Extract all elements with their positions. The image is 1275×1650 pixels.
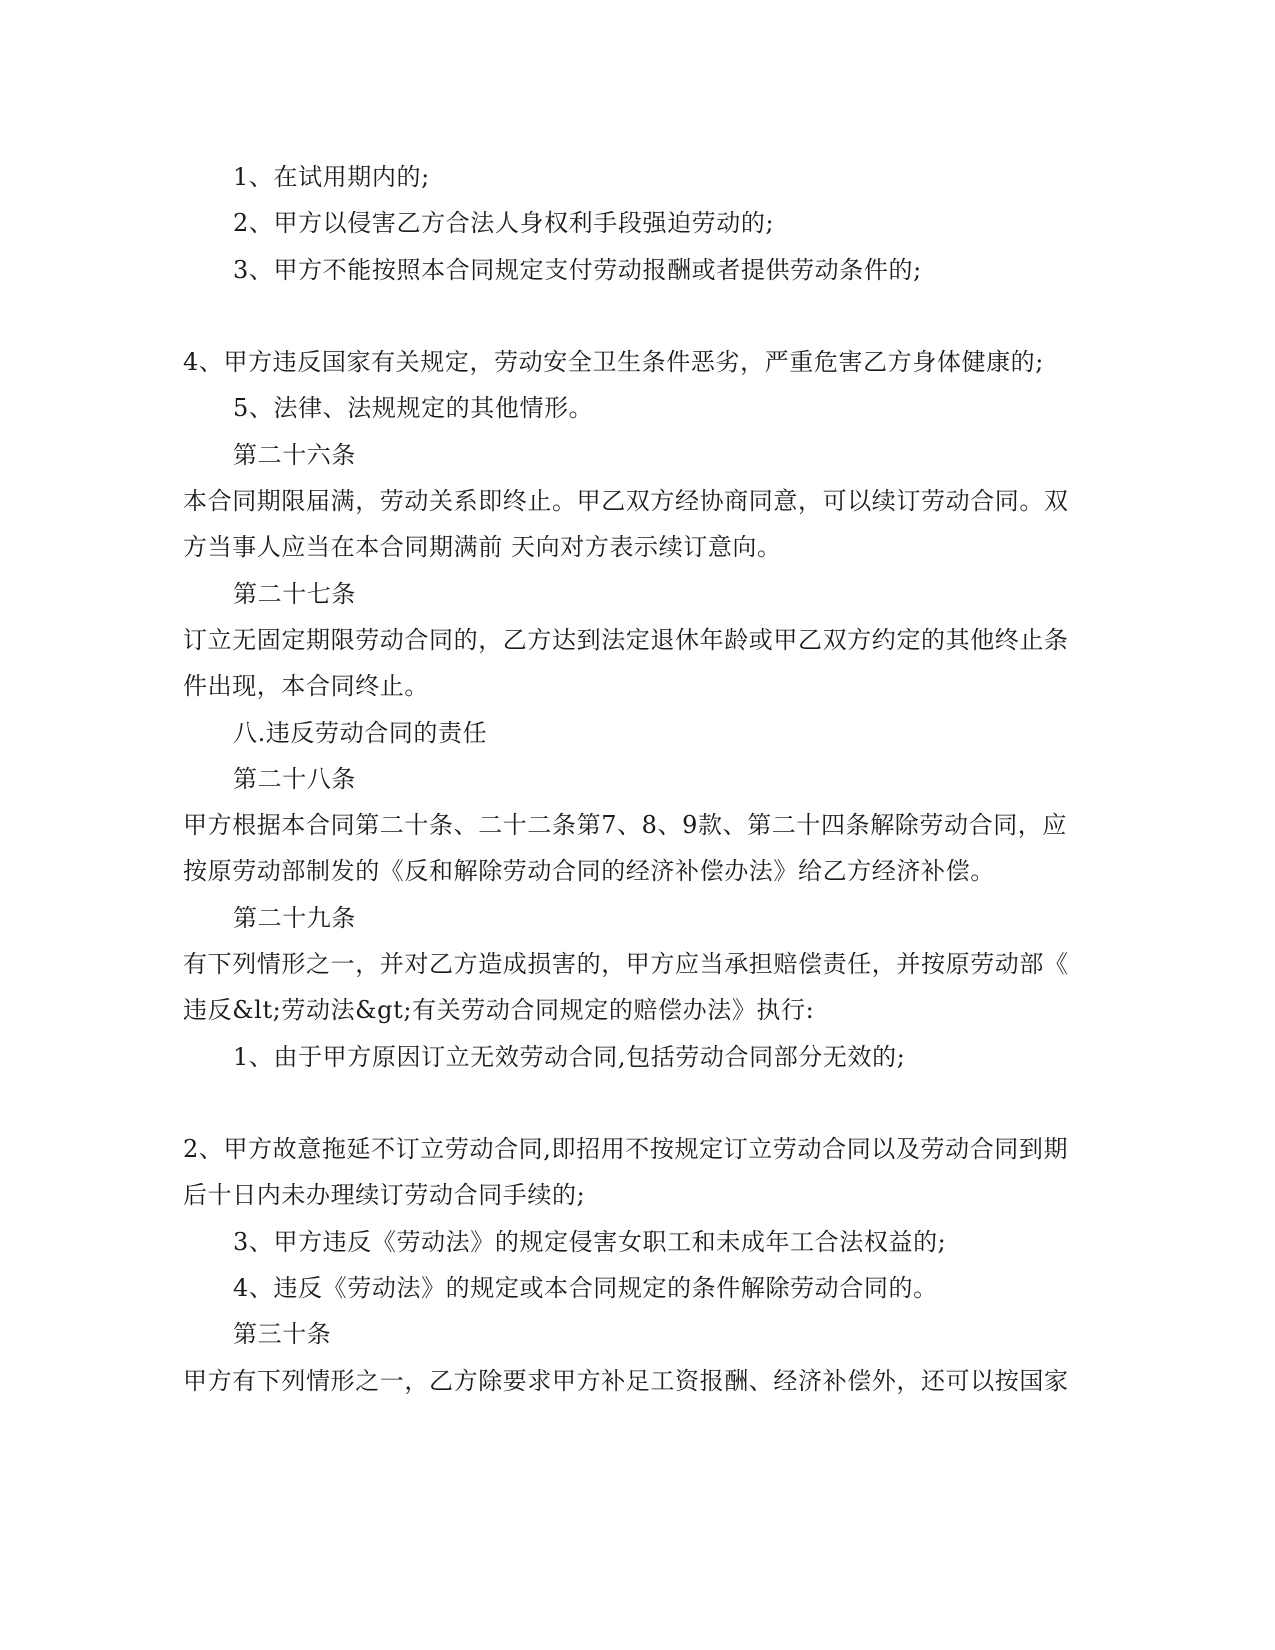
liability-item-3: 3、甲方违反《劳动法》的规定侵害女职工和未成年工合法权益的;: [233, 1228, 947, 1256]
article-28-heading: 第二十八条: [233, 765, 356, 793]
article-26-text-line-1: 本合同期限届满，劳动关系即终止。甲乙双方经协商同意，可以续订劳动合同。双: [183, 487, 1069, 515]
article-26-heading: 第二十六条: [233, 441, 356, 469]
article-29-heading: 第二十九条: [233, 904, 356, 932]
article-29-text-line-1: 有下列情形之一，并对乙方造成损害的，甲方应当承担赔偿责任，并按原劳动部《: [183, 950, 1069, 978]
article-30-text-line-1: 甲方有下列情形之一，乙方除要求甲方补足工资报酬、经济补偿外，还可以按国家: [183, 1367, 1069, 1395]
section-8-heading: 八.违反劳动合同的责任: [233, 719, 488, 747]
article-28-text-line-2: 按原劳动部制发的《反和解除劳动合同的经济补偿办法》给乙方经济补偿。: [183, 857, 995, 885]
clause-item-5: 5、法律、法规规定的其他情形。: [233, 394, 594, 422]
article-27-heading: 第二十七条: [233, 580, 356, 608]
article-26-text-line-2: 方当事人应当在本合同期满前 天向对方表示续订意向。: [183, 533, 782, 561]
article-28-text-line-1: 甲方根据本合同第二十条、二十二条第7、8、9款、第二十四条解除劳动合同，应: [183, 811, 1068, 839]
liability-item-2-line-1: 2、甲方故意拖延不订立劳动合同,即招用不按规定订立劳动合同以及劳动合同到期: [183, 1135, 1069, 1163]
liability-item-2-line-2: 后十日内未办理续订劳动合同手续的;: [183, 1181, 586, 1209]
clause-item-1: 1、在试用期内的;: [233, 163, 430, 191]
clause-item-3: 3、甲方不能按照本合同规定支付劳动报酬或者提供劳动条件的;: [233, 256, 922, 284]
liability-item-1: 1、由于甲方原因订立无效劳动合同,包括劳动合同部分无效的;: [233, 1043, 906, 1071]
clause-item-2: 2、甲方以侵害乙方合法人身权利手段强迫劳动的;: [233, 209, 775, 237]
article-29-text-line-2: 违反&lt;劳动法&gt;有关劳动合同规定的赔偿办法》执行:: [183, 996, 815, 1024]
clause-item-4: 4、甲方违反国家有关规定，劳动安全卫生条件恶劣，严重危害乙方身体健康的;: [183, 348, 1044, 376]
liability-item-4: 4、违反《劳动法》的规定或本合同规定的条件解除劳动合同的。: [233, 1274, 938, 1302]
article-30-heading: 第三十条: [233, 1320, 332, 1348]
article-27-text-line-1: 订立无固定期限劳动合同的，乙方达到法定退休年龄或甲乙双方约定的其他终止条: [183, 626, 1069, 654]
article-27-text-line-2: 件出现，本合同终止。: [183, 672, 429, 700]
